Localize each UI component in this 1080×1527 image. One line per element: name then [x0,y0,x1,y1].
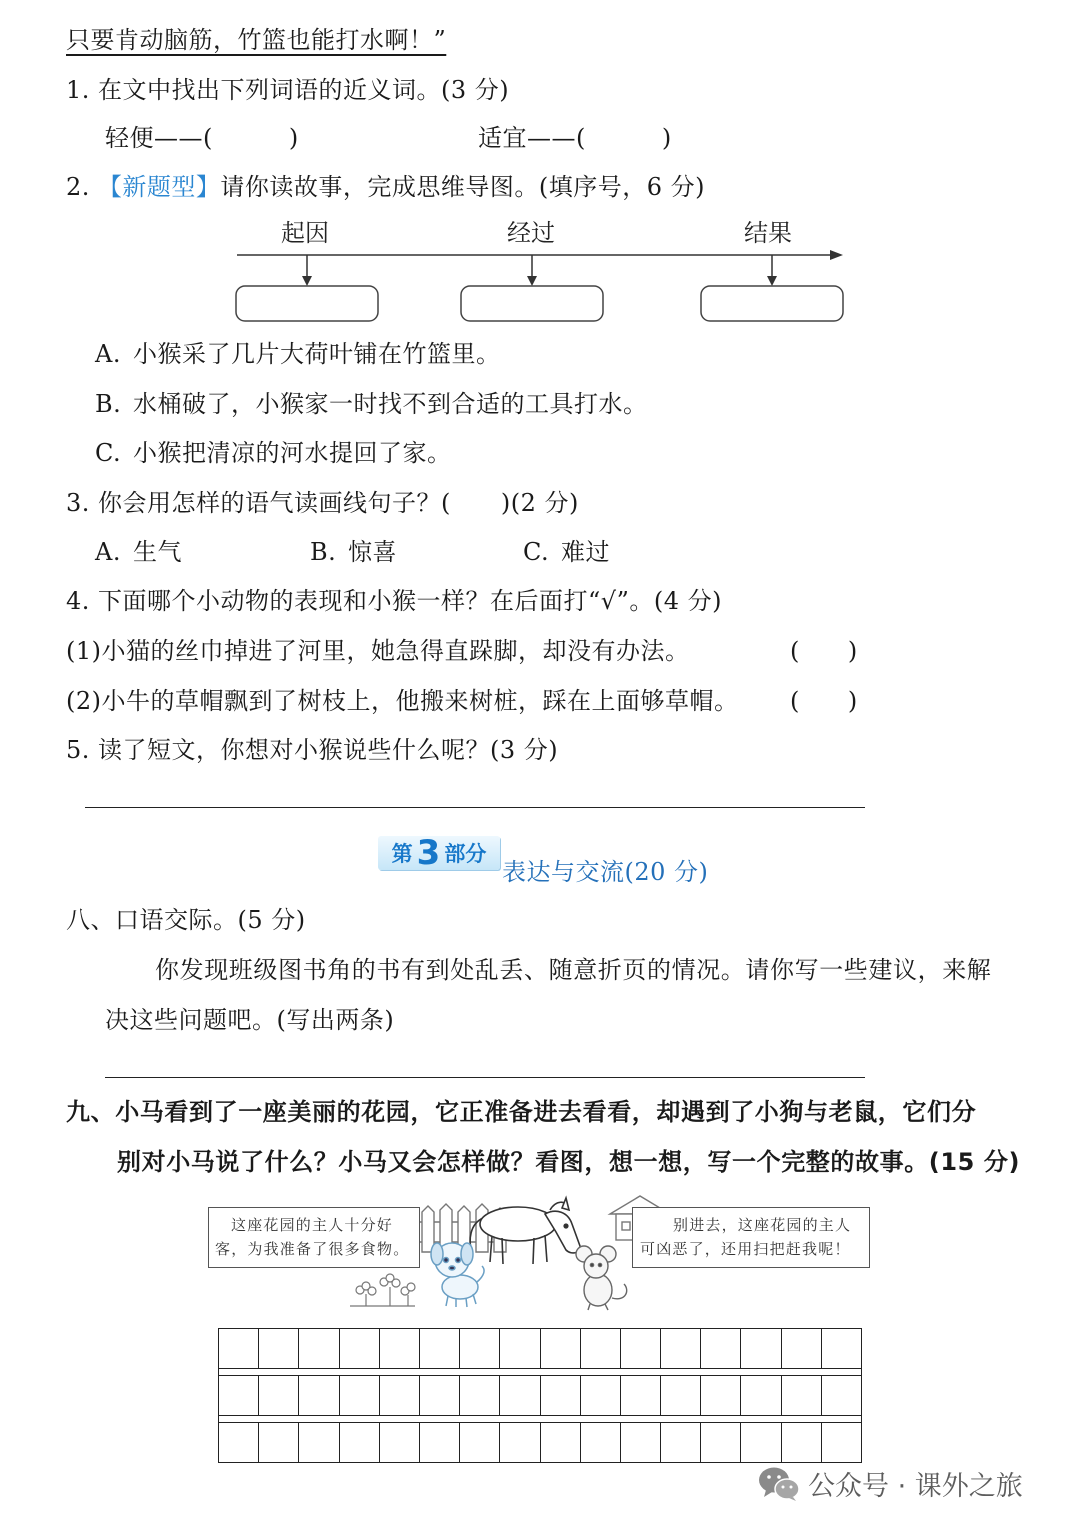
question-2-text: 请你读故事，完成思维导图。(填序号，6 分) [220,173,706,201]
option-letter: B. [95,390,122,418]
q3-option-a [95,537,182,567]
timeline-arrowhead [830,250,843,260]
grid-cell [661,1329,701,1368]
writing-grid [218,1328,862,1463]
mind-map-stage-result: 结果 [744,219,792,247]
question-8-heading: 八、口语交际。(5 分) [66,906,306,934]
grid-cell [219,1329,259,1368]
question-number: 2. [66,173,90,201]
question-9-heading: 九、小马看到了一座美丽的花园，它正准备进去看看，却遇到了小狗与老鼠，它们分 [66,1098,977,1126]
speech-bubble-line: 可凶恶了，还用扫把赶我呢！ [640,1240,851,1258]
question-9-heading-cont: 别对小马说了什么？小马又会怎样做？看图，想一想，写一个完整的故事。(15 分) [117,1148,1021,1176]
option-a [95,339,501,369]
answer-box-cause [236,286,378,321]
q1-item-close: ) [661,124,672,152]
badge-suffix: 部分 [444,842,487,866]
grid-cell [581,1329,621,1368]
option-letter: C. [523,538,550,566]
grid-cell [741,1376,781,1415]
answer-line [85,807,865,808]
stage-arrow [767,255,777,286]
grid-cell [581,1376,621,1415]
answer-blank [213,145,289,146]
grid-cell [782,1423,822,1462]
grid-cell [822,1329,861,1368]
option-text: 难过 [561,538,610,566]
question-1-prompt: 1. 在文中找出下列词语的近义词。(3 分) [66,76,510,104]
q4-item-text: (2)小牛的草帽飘到了树枝上，他搬来树桩，踩在上面够草帽。 [66,687,739,715]
question-2-prompt [66,172,705,202]
q4-item-text: (1)小猫的丝巾掉进了河里，她急得直跺脚，却没有办法。 [66,637,690,665]
grid-cell [460,1329,500,1368]
grid-cell [460,1423,500,1462]
option-text: 惊喜 [348,538,397,566]
option-letter: B. [310,538,337,566]
speech-bubble-left [208,1207,420,1268]
grid-cell [541,1376,581,1415]
paren-open: ( [790,687,800,715]
grid-row [219,1422,861,1463]
q1-item-close: ) [288,124,299,152]
grid-cell [420,1329,460,1368]
grid-cell [500,1376,540,1415]
grid-cell [541,1329,581,1368]
mind-map-stage-process: 经过 [507,219,555,247]
answer-blank [800,708,848,709]
question-8-prompt-line: 你发现班级图书角的书有到处乱丢、随意折页的情况。请你写一些建议，来解 [155,956,992,984]
grid-cell [420,1376,460,1415]
underlined-sentence: 只要肯动脑筋，竹篮也能打水啊！” [66,26,447,54]
grid-cell [822,1423,861,1462]
watermark-text: 公众号 · 课外之旅 [808,1471,1023,1502]
flowers-drawing [350,1274,415,1306]
new-question-type-tag: 【新题型】 [97,173,221,201]
answer-box-process [461,286,603,321]
q3-option-c [523,537,610,567]
grid-cell [340,1423,380,1462]
mouse-drawing [576,1246,627,1310]
stage-arrow [302,255,312,286]
watermark [758,1464,1023,1503]
grid-cell [822,1376,861,1415]
grid-cell [299,1329,339,1368]
grid-cell [380,1423,420,1462]
speech-bubble-right [632,1207,870,1268]
mind-map [0,210,1080,330]
q4-item-answer [790,686,858,716]
grid-cell [259,1376,299,1415]
q1-item [478,123,672,153]
option-letter: C. [95,439,122,467]
grid-cell [741,1423,781,1462]
wechat-icon [758,1466,800,1502]
grid-cell [380,1329,420,1368]
q3-option-b [310,537,397,567]
mind-map-stage-cause: 起因 [281,219,329,247]
option-text: 生气 [133,538,182,566]
grid-cell [661,1423,701,1462]
question-4-prompt: 4. 下面哪个小动物的表现和小猴一样？在后面打“√”。(4 分) [66,587,722,615]
grid-cell [701,1376,741,1415]
speech-bubble-line: 别进去，这座花园的主人 [673,1216,852,1234]
grid-cell [621,1376,661,1415]
speech-bubble-line: 客，为我准备了很多食物。 [215,1240,410,1258]
grid-cell [782,1329,822,1368]
answer-blank [451,510,501,511]
q1-item-word: 适宜——( [478,124,586,152]
grid-cell [500,1329,540,1368]
question-3-text: 3. 你会用怎样的语气读画线句子？( [66,489,451,517]
grid-cell [259,1423,299,1462]
grid-cell [701,1329,741,1368]
answer-box-result [701,286,843,321]
speech-bubble-line: 这座花园的主人十分好 [231,1216,394,1234]
stage-arrow [527,255,537,286]
q4-item-answer [790,636,858,666]
question-8-prompt-line: 决这些问题吧。(写出两条) [105,1006,395,1034]
grid-cell [380,1376,420,1415]
grid-cell [661,1376,701,1415]
paren-open: ( [790,637,800,665]
grid-cell [299,1376,339,1415]
grid-cell [701,1423,741,1462]
q1-item-word: 轻便——( [105,124,213,152]
option-letter: A. [95,538,121,566]
grid-row [219,1328,861,1369]
q1-item [105,123,299,153]
grid-cell [340,1376,380,1415]
answer-blank [800,658,848,659]
grid-cell [420,1423,460,1462]
question-3-prompt [66,488,579,518]
option-text: 小猴把清凉的河水提回了家。 [133,439,452,467]
option-text: 小猴采了几片大荷叶铺在竹篮里。 [133,340,501,368]
badge-prefix: 第 [391,842,413,866]
option-b [95,389,648,419]
grid-cell [460,1376,500,1415]
grid-row [219,1375,861,1416]
grid-cell [299,1423,339,1462]
grid-cell [219,1423,259,1462]
grid-cell [782,1376,822,1415]
grid-cell [621,1423,661,1462]
grid-cell [541,1423,581,1462]
section-badge [378,833,500,873]
option-letter: A. [95,340,121,368]
answer-line [105,1077,865,1078]
grid-cell [581,1423,621,1462]
question-3-score: )(2 分) [500,489,579,517]
section-title: 表达与交流(20 分) [502,858,709,886]
option-text: 水桶破了，小猴家一时找不到合适的工具打水。 [133,390,648,418]
grid-cell [340,1329,380,1368]
paren-close: ) [847,637,858,665]
option-c [95,438,452,468]
badge-number: 3 [416,833,441,873]
grid-cell [500,1423,540,1462]
grid-cell [621,1329,661,1368]
question-5-prompt: 5. 读了短文，你想对小猴说些什么呢？(3 分) [66,736,559,764]
grid-cell [219,1376,259,1415]
paren-close: ) [847,687,858,715]
answer-blank [586,145,662,146]
story-closing-line [66,25,446,55]
grid-cell [259,1329,299,1368]
grid-cell [741,1329,781,1368]
